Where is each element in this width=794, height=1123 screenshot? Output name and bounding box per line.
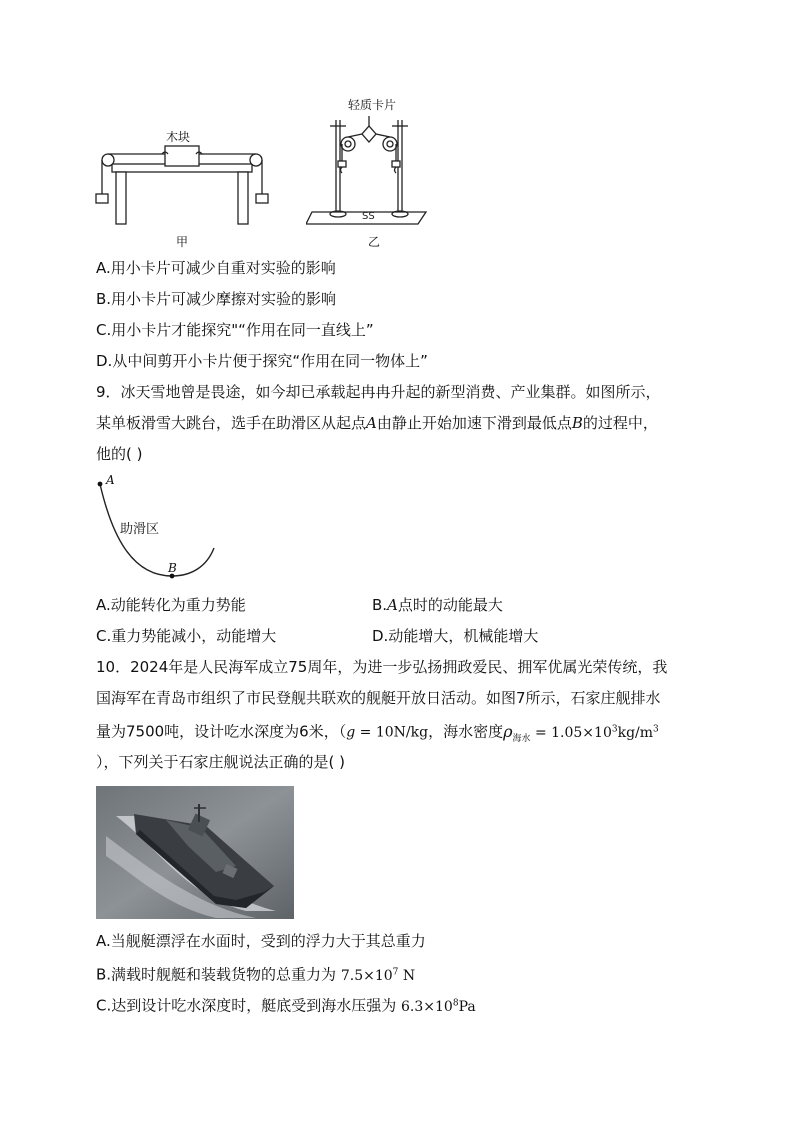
card-label: 轻质卡片 [348, 98, 397, 112]
figure-yi [306, 106, 436, 230]
q10-option-text: C.达到设计吃水深度时，艇底受到海水压强为 [96, 996, 402, 1015]
figure-caption-yi: 乙 [368, 235, 381, 249]
q9-stem-text: 某单板滑雪大跳台，选手在助滑区从起点 [96, 414, 367, 432]
rho-subscript: 海水 [512, 733, 531, 744]
rho-unit-exponent: 3 [653, 724, 659, 734]
gravity-constant [346, 725, 428, 741]
pressure-exponent: 8 [452, 998, 459, 1008]
weight-unit: N [398, 967, 416, 984]
q9-stem-text: 的过程中， [582, 414, 658, 432]
q9-stem-line3: 他的( ) [96, 445, 143, 463]
q10-stem-line1: 10．2024年是人民海军成立75周年，为进一步弘扬拥政爱民、拥军优属光荣传统，我 [96, 658, 668, 676]
figure-caption-jia: 甲 [176, 235, 189, 249]
rho-unit: kg/m [617, 724, 654, 741]
q9-option-text: 点时的动能最大 [397, 596, 503, 614]
pressure-unit: Pa [458, 998, 476, 1015]
q9-stem-text: 由静止开始加速下滑到最低点 [376, 414, 572, 432]
g-symbol: g [346, 724, 356, 741]
svg-text:SS: SS [362, 211, 375, 222]
q9-option-b [372, 595, 503, 615]
q8-option-a: A.用小卡片可减少自重对实验的影响 [96, 259, 336, 277]
rho-symbol: ρ [503, 721, 513, 741]
slope-zone-label: 助滑区 [120, 522, 160, 537]
q9-option-text: B. [372, 596, 388, 614]
q10-stem-line4: ），下列关于石家庄舰说法正确的是( ) [96, 753, 345, 771]
q9-stem-line2 [96, 413, 658, 433]
slope-point-b: B [168, 561, 177, 575]
rho-exponent: 3 [611, 724, 618, 734]
q10-option-text: B.满载时舰艇和装载货物的总重力为 [96, 965, 341, 984]
pressure-value [401, 999, 476, 1015]
q10-stem-line3 [96, 719, 659, 748]
point-a-label: A [387, 596, 398, 614]
q10-stem-text: 量为7500吨，设计吃水深度为6米，（ [96, 722, 347, 741]
q8-option-b: B.用小卡片可减少摩擦对实验的影响 [96, 290, 337, 308]
pressure-mantissa: 6.3×10 [401, 998, 453, 1015]
q9-option-c: C.重力势能减小，动能增大 [96, 627, 277, 645]
q8-option-d: D.从中间剪开小卡片便于探究“作用在同一物体上” [96, 352, 428, 370]
q10-option-b [96, 962, 415, 986]
point-b-label: B [571, 414, 583, 432]
seawater-density [503, 721, 659, 744]
q10-option-a: A.当舰艇漂浮在水面时，受到的浮力大于其总重力 [96, 932, 426, 950]
total-weight-value [341, 968, 415, 984]
q9-stem-line1: 9．冰天雪地曾是畏途，如今却已承载起冉冉升起的新型消费、产业集群。如图所示， [96, 383, 661, 401]
figure-jia [92, 128, 272, 248]
q10-stem-text: ，海水密度 [428, 722, 504, 741]
weight-exponent: 7 [392, 967, 399, 977]
g-value: = 10N/kg [355, 724, 429, 741]
q9-option-d: D.动能增大，机械能增大 [372, 627, 539, 645]
q10-stem-line2: 国海军在青岛市组织了市民登舰共联欢的舰艇开放日活动。如图7所示，石家庄舰排水 [96, 689, 661, 707]
q9-option-a: A.动能转化为重力势能 [96, 596, 246, 614]
warship-photo [96, 786, 294, 919]
q8-option-c: C.用小卡片才能探究"“作用在同一直线上” [96, 321, 374, 339]
q10-option-c [96, 993, 476, 1017]
weight-mantissa: 7.5×10 [340, 967, 393, 984]
slope-point-a: A [106, 473, 115, 487]
rho-value: = 1.05×10 [530, 724, 612, 741]
point-a-label: A [366, 414, 377, 432]
block-label: 木块 [166, 130, 191, 144]
